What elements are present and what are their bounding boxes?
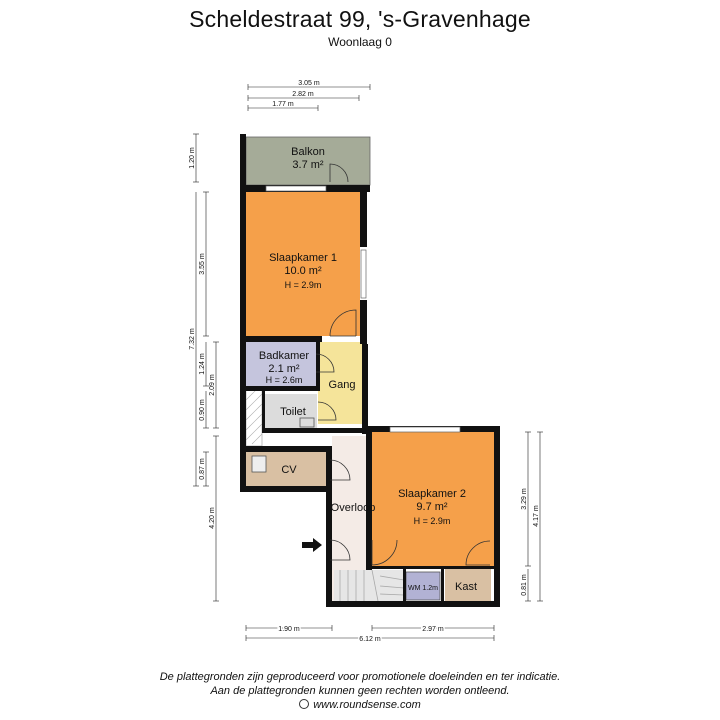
label-balkon: Balkon [291,146,325,158]
dim-left-7-32: 7.32 m [189,328,196,350]
dim-left-3-55: 3.55 m [199,253,206,275]
label-wm: WM 1.2m [408,585,438,592]
dim-right-0-81: 0.81 m [521,574,528,596]
dim-top-1-77: 1.77 m [272,101,294,108]
disclaimer-line-1: De plattegronden zijn geproduceerd voor promotionele doeleinden en ter indicatie. [159,671,561,683]
disclaimer-line-2: Aan de plattegronden kunnen geen rechten worden ontleend. [210,685,510,697]
dim-top-2-82: 2.82 m [292,91,314,98]
label-kast: Kast [454,581,478,593]
website-link[interactable]: www.roundsense.com [313,699,421,711]
label-toilet: Toilet [280,406,306,418]
label-cv: CV [281,464,297,476]
label-badkamer: Badkamer [258,350,310,362]
height-slaapkamer-1: H = 2.9m [284,280,322,290]
label-overloop: Overloop [330,502,376,514]
website-footer [0,699,720,711]
dim-bottom-2-97: 2.97 m [422,626,444,633]
area-badkamer: 2.1 m² [268,363,300,375]
dim-bottom-1-90: 1.90 m [278,626,300,633]
dim-left-1-24: 1.24 m [199,353,206,375]
dim-right-4-17: 4.17 m [533,505,540,527]
label-gang: Gang [328,379,356,391]
height-slaapkamer-2: H = 2.9m [413,516,451,526]
dim-bottom-6-12: 6.12 m [359,636,381,643]
area-balkon: 3.7 m² [292,159,324,171]
label-slaapkamer-2: Slaapkamer 2 [398,488,466,500]
dim-left-1-20: 1.20 m [189,147,196,169]
dim-left-0-90: 0.90 m [199,399,206,421]
entrance-arrow [302,538,322,552]
area-slaapkamer-2: 9.7 m² [416,501,448,513]
dim-top-3-05: 3.05 m [298,80,320,87]
roundsense-logo-icon [299,699,309,709]
page-title: Scheldestraat 99, 's-Gravenhage [189,6,531,32]
toilet-bowl [300,418,314,427]
room-slaapkamer-1 [246,192,360,336]
staircase [334,570,404,601]
room-slaapkamer-2 [372,432,494,568]
area-slaapkamer-1: 10.0 m² [284,265,322,277]
dim-left-2-09: 2.09 m [209,374,216,396]
dim-right-3-29: 3.29 m [521,488,528,510]
dim-left-0-87: 0.87 m [199,458,206,480]
label-slaapkamer-1: Slaapkamer 1 [269,252,337,264]
dim-left-4-20: 4.20 m [209,507,216,529]
cv-unit [252,456,266,472]
height-badkamer: H = 2.6m [265,375,303,385]
floor-level-subtitle: Woonlaag 0 [328,35,392,49]
